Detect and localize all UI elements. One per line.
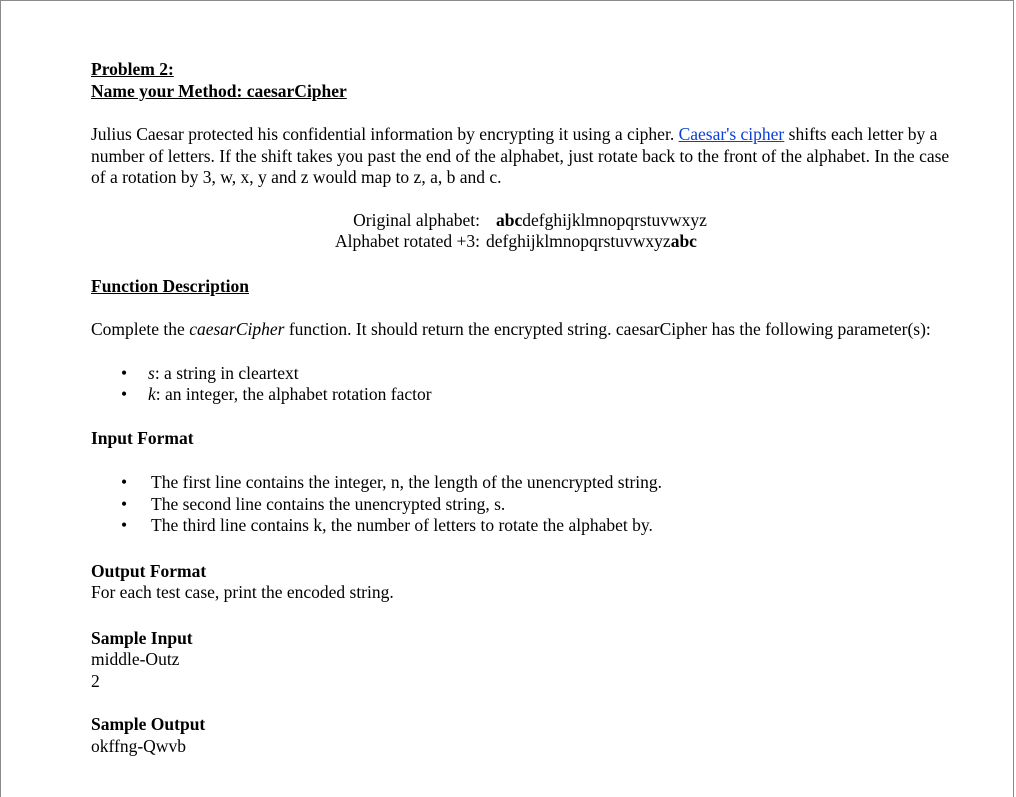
rotated-alphabet-row xyxy=(316,231,951,253)
sample-input-line: 2 xyxy=(91,670,100,691)
rotated-alphabet-rest: defghijklmnopqrstuvwxyz xyxy=(486,231,671,251)
param-name: s xyxy=(148,362,155,383)
input-format-list xyxy=(91,472,951,537)
list-item xyxy=(91,363,951,385)
rotated-alphabet-label: Alphabet rotated +3: xyxy=(335,231,480,251)
function-description-heading: Function Description xyxy=(91,275,249,296)
rotated-alphabet-value xyxy=(480,231,697,253)
function-description-text-end: function. It should return the encrypted string. caesarCipher has the following parameter(s): xyxy=(284,319,931,339)
bullet-dot-icon: • xyxy=(121,515,128,535)
original-alphabet-rest: defghijklmnopqrstuvwxyz xyxy=(522,209,707,230)
original-alphabet-row xyxy=(316,210,951,232)
intro-paragraph xyxy=(91,124,951,189)
intro-text-end: shifts each letter by a number of letters. If the shift takes you past the end of the alphabet, just rotate back to the front of the alphabet. In the case of a rotation by 3, w, x, y and z would map to z, a, b and c. xyxy=(91,124,950,187)
rotated-alphabet-bold: abc xyxy=(670,231,697,251)
param-desc: : a string in cleartext xyxy=(154,362,299,383)
intro-text-start: Julius Caesar protected his confidential information by encrypting it using a cipher. xyxy=(91,124,679,144)
bullet-dot-icon: • xyxy=(121,472,128,492)
list-item xyxy=(91,472,951,494)
param-name: k xyxy=(148,384,156,404)
param-desc: : an integer, the alphabet rotation factor xyxy=(155,384,432,404)
alphabet-table xyxy=(316,210,951,253)
caesar-cipher-link[interactable]: Caesar's cipher xyxy=(678,124,785,144)
list-item xyxy=(91,384,951,406)
method-name-heading: Name your Method: caesarCipher xyxy=(91,80,347,101)
function-description-text-start: Complete the xyxy=(91,319,190,339)
sample-input-line: middle-Outz xyxy=(91,649,180,669)
original-alphabet-label: Original alphabet: xyxy=(353,209,480,230)
original-alphabet-bold: abc xyxy=(496,209,523,230)
output-format-heading: Output Format xyxy=(91,560,207,581)
list-item xyxy=(91,515,951,537)
sample-output-line: okffng-Qwvb xyxy=(91,735,186,756)
input-format-item: The first line contains the integer, n, the length of the unencrypted string. xyxy=(151,472,663,492)
bullet-dot-icon: • xyxy=(121,493,128,514)
sample-output-heading: Sample Output xyxy=(91,714,206,734)
original-alphabet-value xyxy=(480,210,707,232)
input-format-item: The second line contains the unencrypted string, s. xyxy=(151,493,506,514)
document-content xyxy=(91,59,951,757)
input-format-item: The third line contains k, the number of letters to rotate the alphabet by. xyxy=(151,515,653,535)
bullet-dot-icon: • xyxy=(121,384,128,404)
sample-input-heading: Sample Input xyxy=(91,627,193,648)
input-format-heading: Input Format xyxy=(91,427,194,448)
bullet-dot-icon: • xyxy=(121,362,128,383)
function-description-paragraph xyxy=(91,319,951,341)
function-name-italic: caesarCipher xyxy=(189,319,285,339)
output-format-text: For each test case, print the encoded string. xyxy=(91,582,394,602)
problem-title: Problem 2: xyxy=(91,59,174,79)
parameter-list xyxy=(91,363,951,406)
list-item xyxy=(91,494,951,516)
